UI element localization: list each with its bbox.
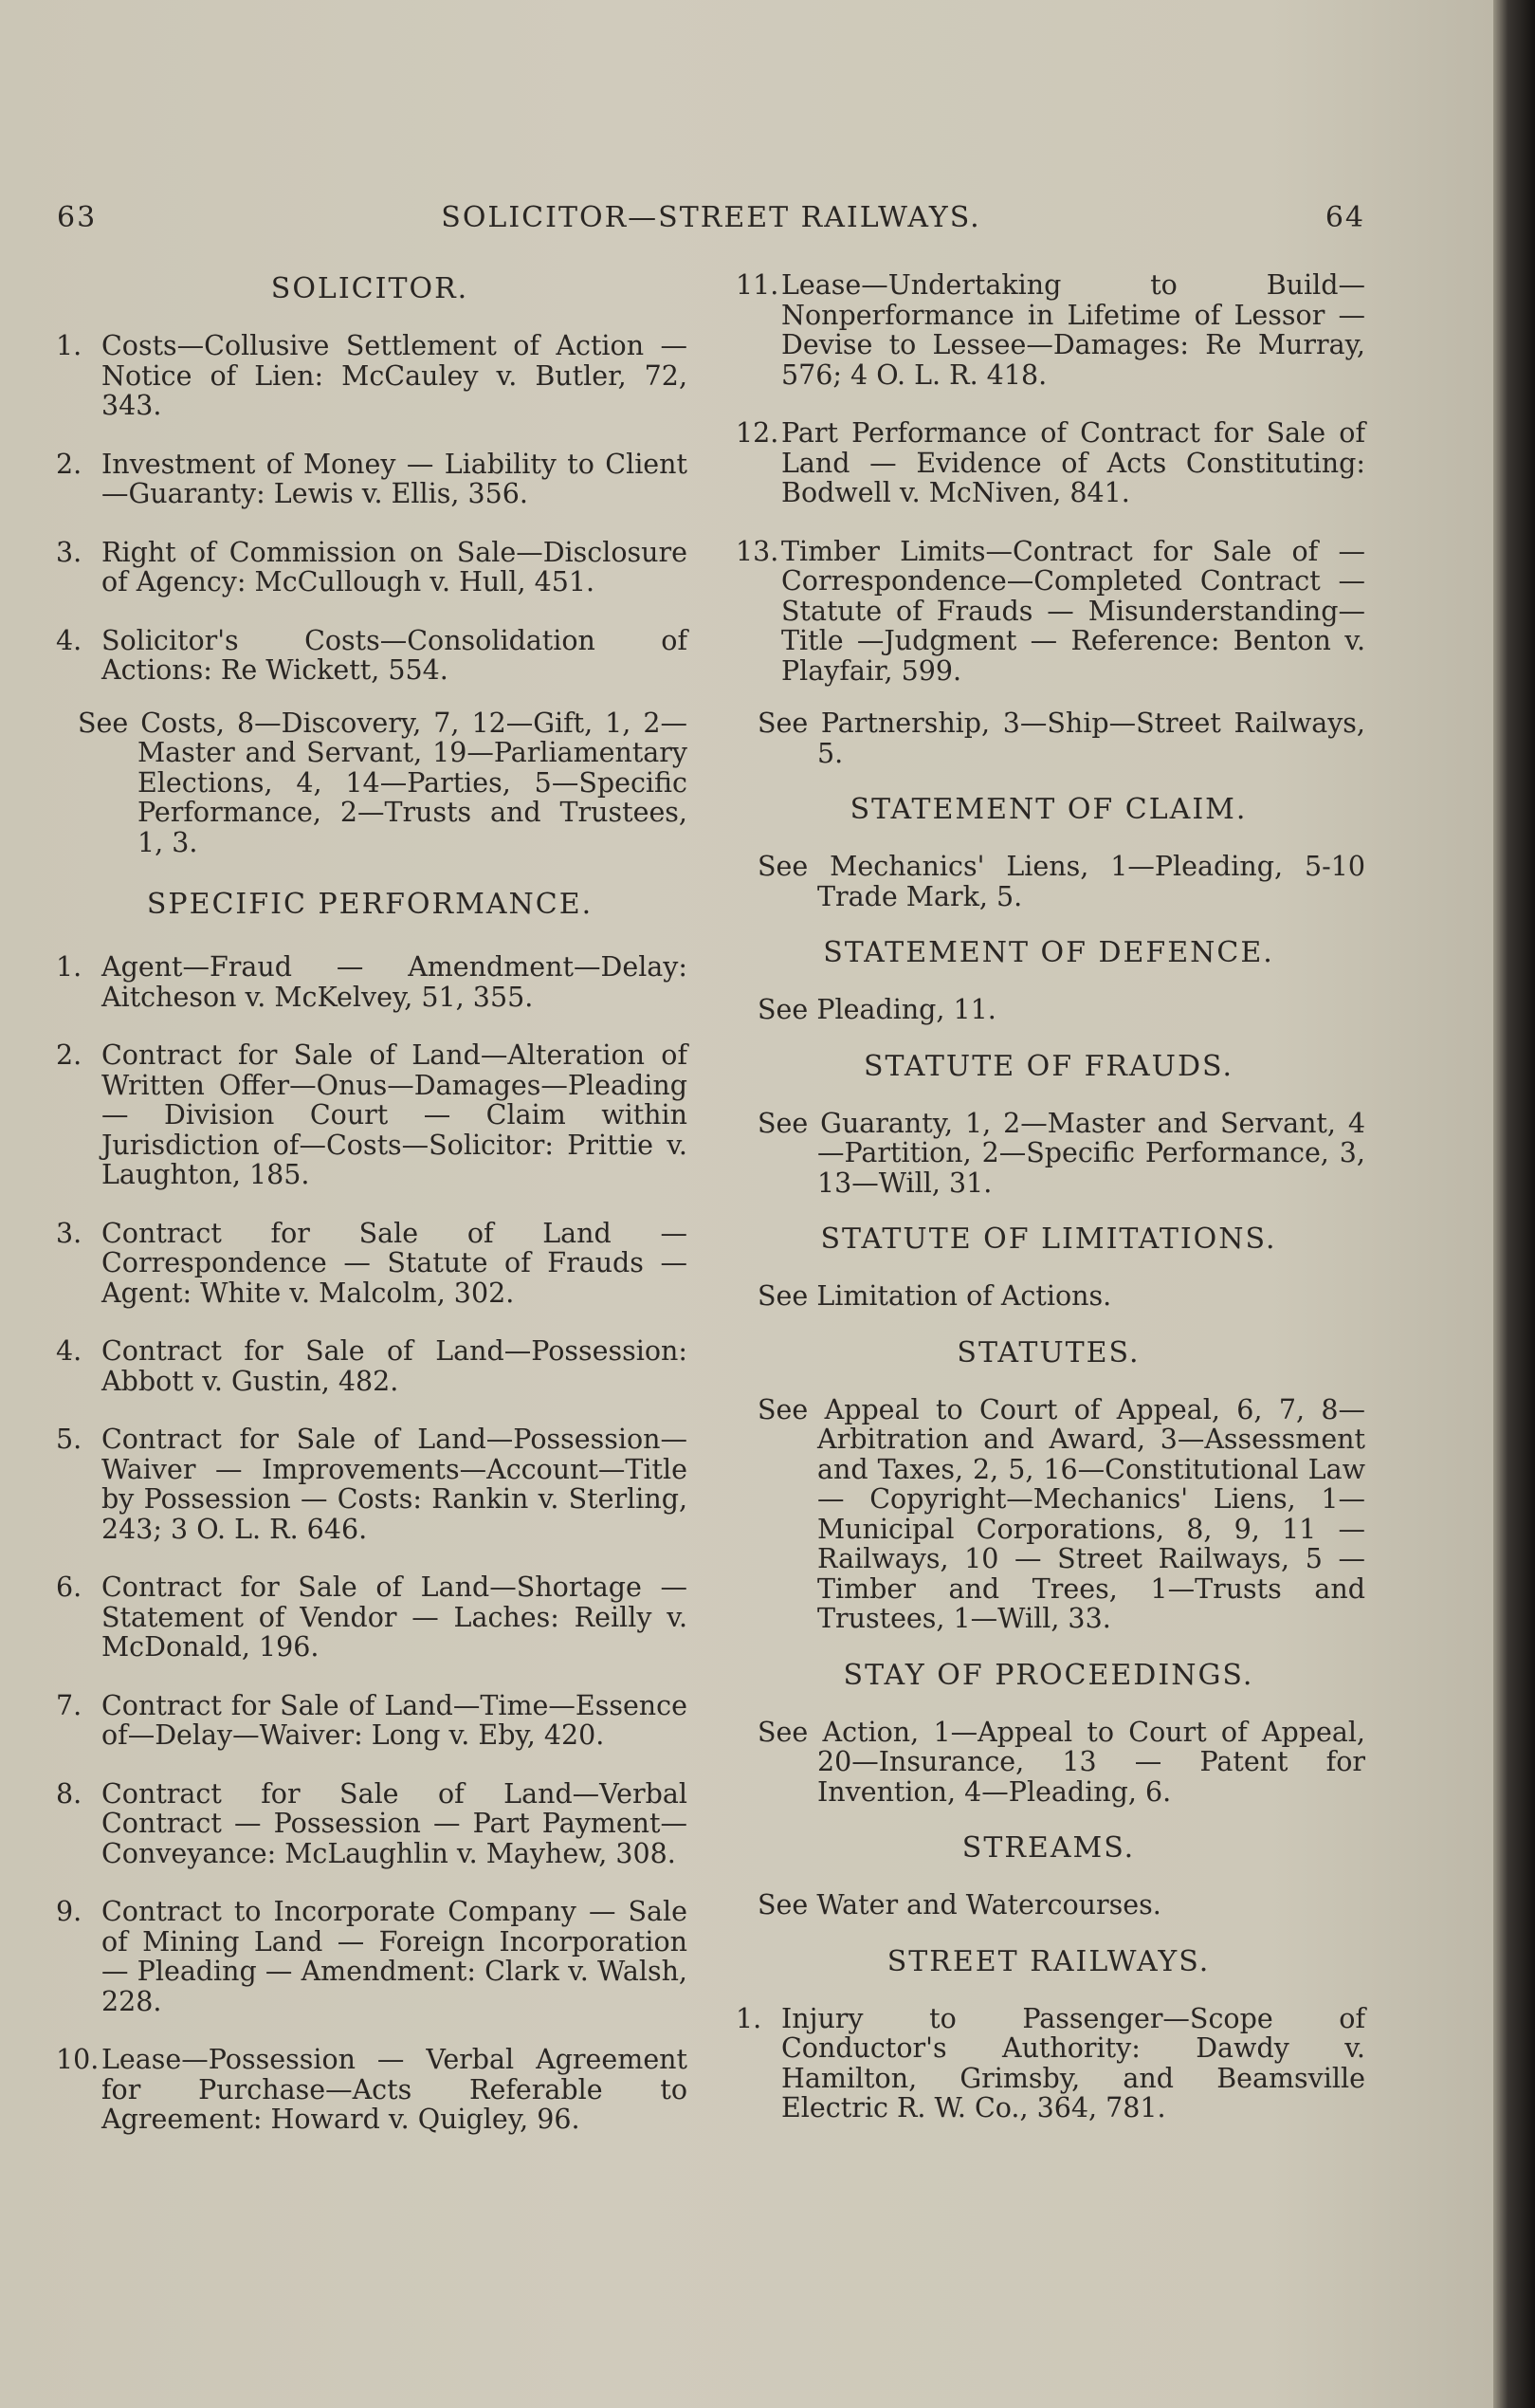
see-also-reference: See Appeal to Court of Appeal, 6, 7, 8—Arbitration and Award, 3—Assessment and Taxes, 2, 5, 16—Constitutional Law — Copyright—Mechanics' Liens, 1—Municipal Corporations, 8, 9, 11 — Railways, 10 — Street Railways, 5 — Timber and Trees, 1—Trusts and Trustees, 1—Will, 33. (758, 1393, 1365, 1634)
book-spine-shadow (1493, 0, 1535, 2408)
entry-text: Costs—Collusive Settlement of Action —Notice of Lien: McCauley v. Butler, 72, 343. (101, 330, 687, 421)
entry-text: Solicitor's Costs—Consolidation of Actions: Re Wickett, 554. (101, 624, 687, 686)
section-heading-statement-of-claim: STATEMENT OF CLAIM. (850, 793, 1248, 826)
section-heading-streams: STREAMS. (961, 1831, 1136, 1865)
entry-number: 6. (56, 1572, 82, 1603)
entry-text: Contract for Sale of Land—Shortage —Statement of Vendor — Laches: Reilly v. McDonald, 196. (101, 1572, 687, 1663)
index-entry (52, 538, 687, 597)
entry-number: 1. (56, 951, 82, 983)
index-entry (52, 1572, 687, 1663)
entry-text: Contract for Sale of Land—Alteration of Written Offer—Onus—Damages—Pleading — Division Court — Claim within Jurisdiction of—Costs—Solicitor: Prittie v. Laughton, 185. (101, 1039, 687, 1190)
section-heading-solicitor: SOLICITOR. (270, 272, 469, 305)
index-entry (52, 1336, 687, 1396)
index-entry (52, 1779, 687, 1869)
left-column (52, 270, 687, 2135)
see-also-reference: See Pleading, 11. (758, 994, 996, 1025)
see-also-reference: See Guaranty, 1, 2—Master and Servant, 4—Partition, 2—Specific Performance, 3, 13—Will, 31. (758, 1107, 1365, 1199)
index-entry (52, 2045, 687, 2135)
entry-number: 2. (56, 1039, 82, 1071)
index-entry (732, 2004, 1365, 2123)
index-entry (52, 952, 687, 1012)
right-column (732, 270, 1365, 2123)
entry-number: 11. (736, 269, 779, 301)
entry-number: 13. (736, 535, 779, 567)
entry-text: Investment of Money — Liability to Client—Guaranty: Lewis v. Ellis, 356. (101, 448, 687, 509)
entry-text: Timber Limits—Contract for Sale of —Correspondence—Completed Contract — Statute of Frauds — Misunderstanding—Title —Judgment — Reference: Benton v. Playfair, 599. (781, 535, 1365, 687)
entry-number: 1. (56, 330, 82, 361)
entry-number: 5. (56, 1424, 82, 1455)
entry-text: Injury to Passenger—Scope of Conductor's Authority: Dawdy v. Hamilton, Grimsby, and Beamsville Electric R. W. Co., 364, 781. (781, 2002, 1365, 2123)
index-entry (52, 331, 687, 421)
entry-text: Lease—Undertaking to Build—Nonperformance in Lifetime of Lessor —Devise to Lessee—Damages: Re Murray, 576; 4 O. L. R. 418. (781, 269, 1365, 391)
entry-number: 4. (56, 1335, 82, 1367)
entry-text: Lease—Possession — Verbal Agreement for Purchase—Acts Referable to Agreement: Howard v. Quigley, 96. (101, 2044, 687, 2135)
page-number-right: 64 (1325, 201, 1365, 234)
index-entry (732, 418, 1365, 508)
entry-number: 3. (56, 536, 82, 568)
index-entry (52, 626, 687, 686)
index-entry (52, 1691, 687, 1751)
page-number-left: 63 (57, 201, 98, 234)
see-also-reference: See Costs, 8—Discovery, 7, 12—Gift, 1, 2—Master and Servant, 19—Parliamentary Elections, 4, 14—Parties, 5—Specific Performance, 2—Trusts and Trustees, 1, 3. (78, 707, 687, 858)
entry-text: Contract for Sale of Land—Possession: Abbott v. Gustin, 482. (101, 1335, 687, 1397)
index-entry (52, 1040, 687, 1190)
entry-number: 4. (56, 624, 82, 656)
entry-number: 1. (736, 2002, 762, 2034)
see-also-reference: See Water and Watercourses. (758, 1889, 1161, 1921)
entry-number: 8. (56, 1777, 82, 1810)
see-also-reference: See Partnership, 3—Ship—Street Railways, 5. (758, 708, 1365, 769)
section-heading-statute-of-frauds: STATUTE OF FRAUDS. (863, 1049, 1234, 1083)
section-heading-statutes: STATUTES. (957, 1335, 1141, 1369)
index-entry (52, 450, 687, 509)
entry-number: 2. (56, 448, 82, 480)
section-heading-stay-of-proceedings: STAY OF PROCEEDINGS. (843, 1658, 1254, 1692)
index-entry (52, 1897, 687, 2016)
entry-number: 7. (56, 1689, 82, 1721)
entry-text: Contract for Sale of Land—Possession—Waiver — Improvements—Account—Title by Possession — Costs: Rankin v. Sterling, 243; 3 O. L. R. 646. (101, 1424, 687, 1545)
see-also-reference: See Limitation of Actions. (758, 1280, 1112, 1312)
entry-number: 12. (736, 417, 779, 449)
entry-text: Right of Commission on Sale—Disclosure of Agency: McCullough v. Hull, 451. (101, 536, 687, 597)
running-title: SOLICITOR—STREET RAILWAYS. (441, 201, 981, 234)
index-entry (52, 1219, 687, 1309)
entry-number: 9. (56, 1896, 82, 1927)
index-entry (732, 270, 1365, 390)
section-heading-statement-of-defence: STATEMENT OF DEFENCE. (823, 936, 1274, 969)
entry-text: Contract to Incorporate Company — Sale of Mining Land — Foreign Incorporation — Pleading — Amendment: Clark v. Walsh, 228. (101, 1896, 687, 2017)
section-heading-statute-of-limitations: STATUTE OF LIMITATIONS. (820, 1222, 1277, 1256)
index-entry (732, 537, 1365, 687)
index-entry (52, 1425, 687, 1544)
see-also-reference: See Mechanics' Liens, 1—Pleading, 5-10 Trade Mark, 5. (758, 851, 1365, 912)
see-also-reference: See Action, 1—Appeal to Court of Appeal, 20—Insurance, 13 — Patent for Invention, 4—Pleading, 6. (758, 1716, 1365, 1808)
entry-text: Part Performance of Contract for Sale of Land — Evidence of Acts Constituting: Bodwell v. McNiven, 841. (781, 417, 1365, 508)
entry-number: 10. (56, 2044, 100, 2075)
section-heading-street-railways: STREET RAILWAYS. (886, 1944, 1211, 1978)
running-header (57, 201, 1365, 239)
entry-number: 3. (56, 1217, 82, 1249)
entry-text: Contract for Sale of Land — Correspondence — Statute of Frauds — Agent: White v. Malcolm, 302. (101, 1217, 687, 1309)
entry-text: Agent—Fraud — Amendment—Delay: Aitcheson v. McKelvey, 51, 355. (101, 951, 687, 1013)
entry-text: Contract for Sale of Land—Verbal Contract — Possession — Part Payment—Conveyance: McLaughlin v. Mayhew, 308. (101, 1777, 687, 1869)
section-heading-specific-performance: SPECIFIC PERFORMANCE. (146, 888, 594, 921)
entry-text: Contract for Sale of Land—Time—Essence of—Delay—Waiver: Long v. Eby, 420. (101, 1689, 687, 1751)
